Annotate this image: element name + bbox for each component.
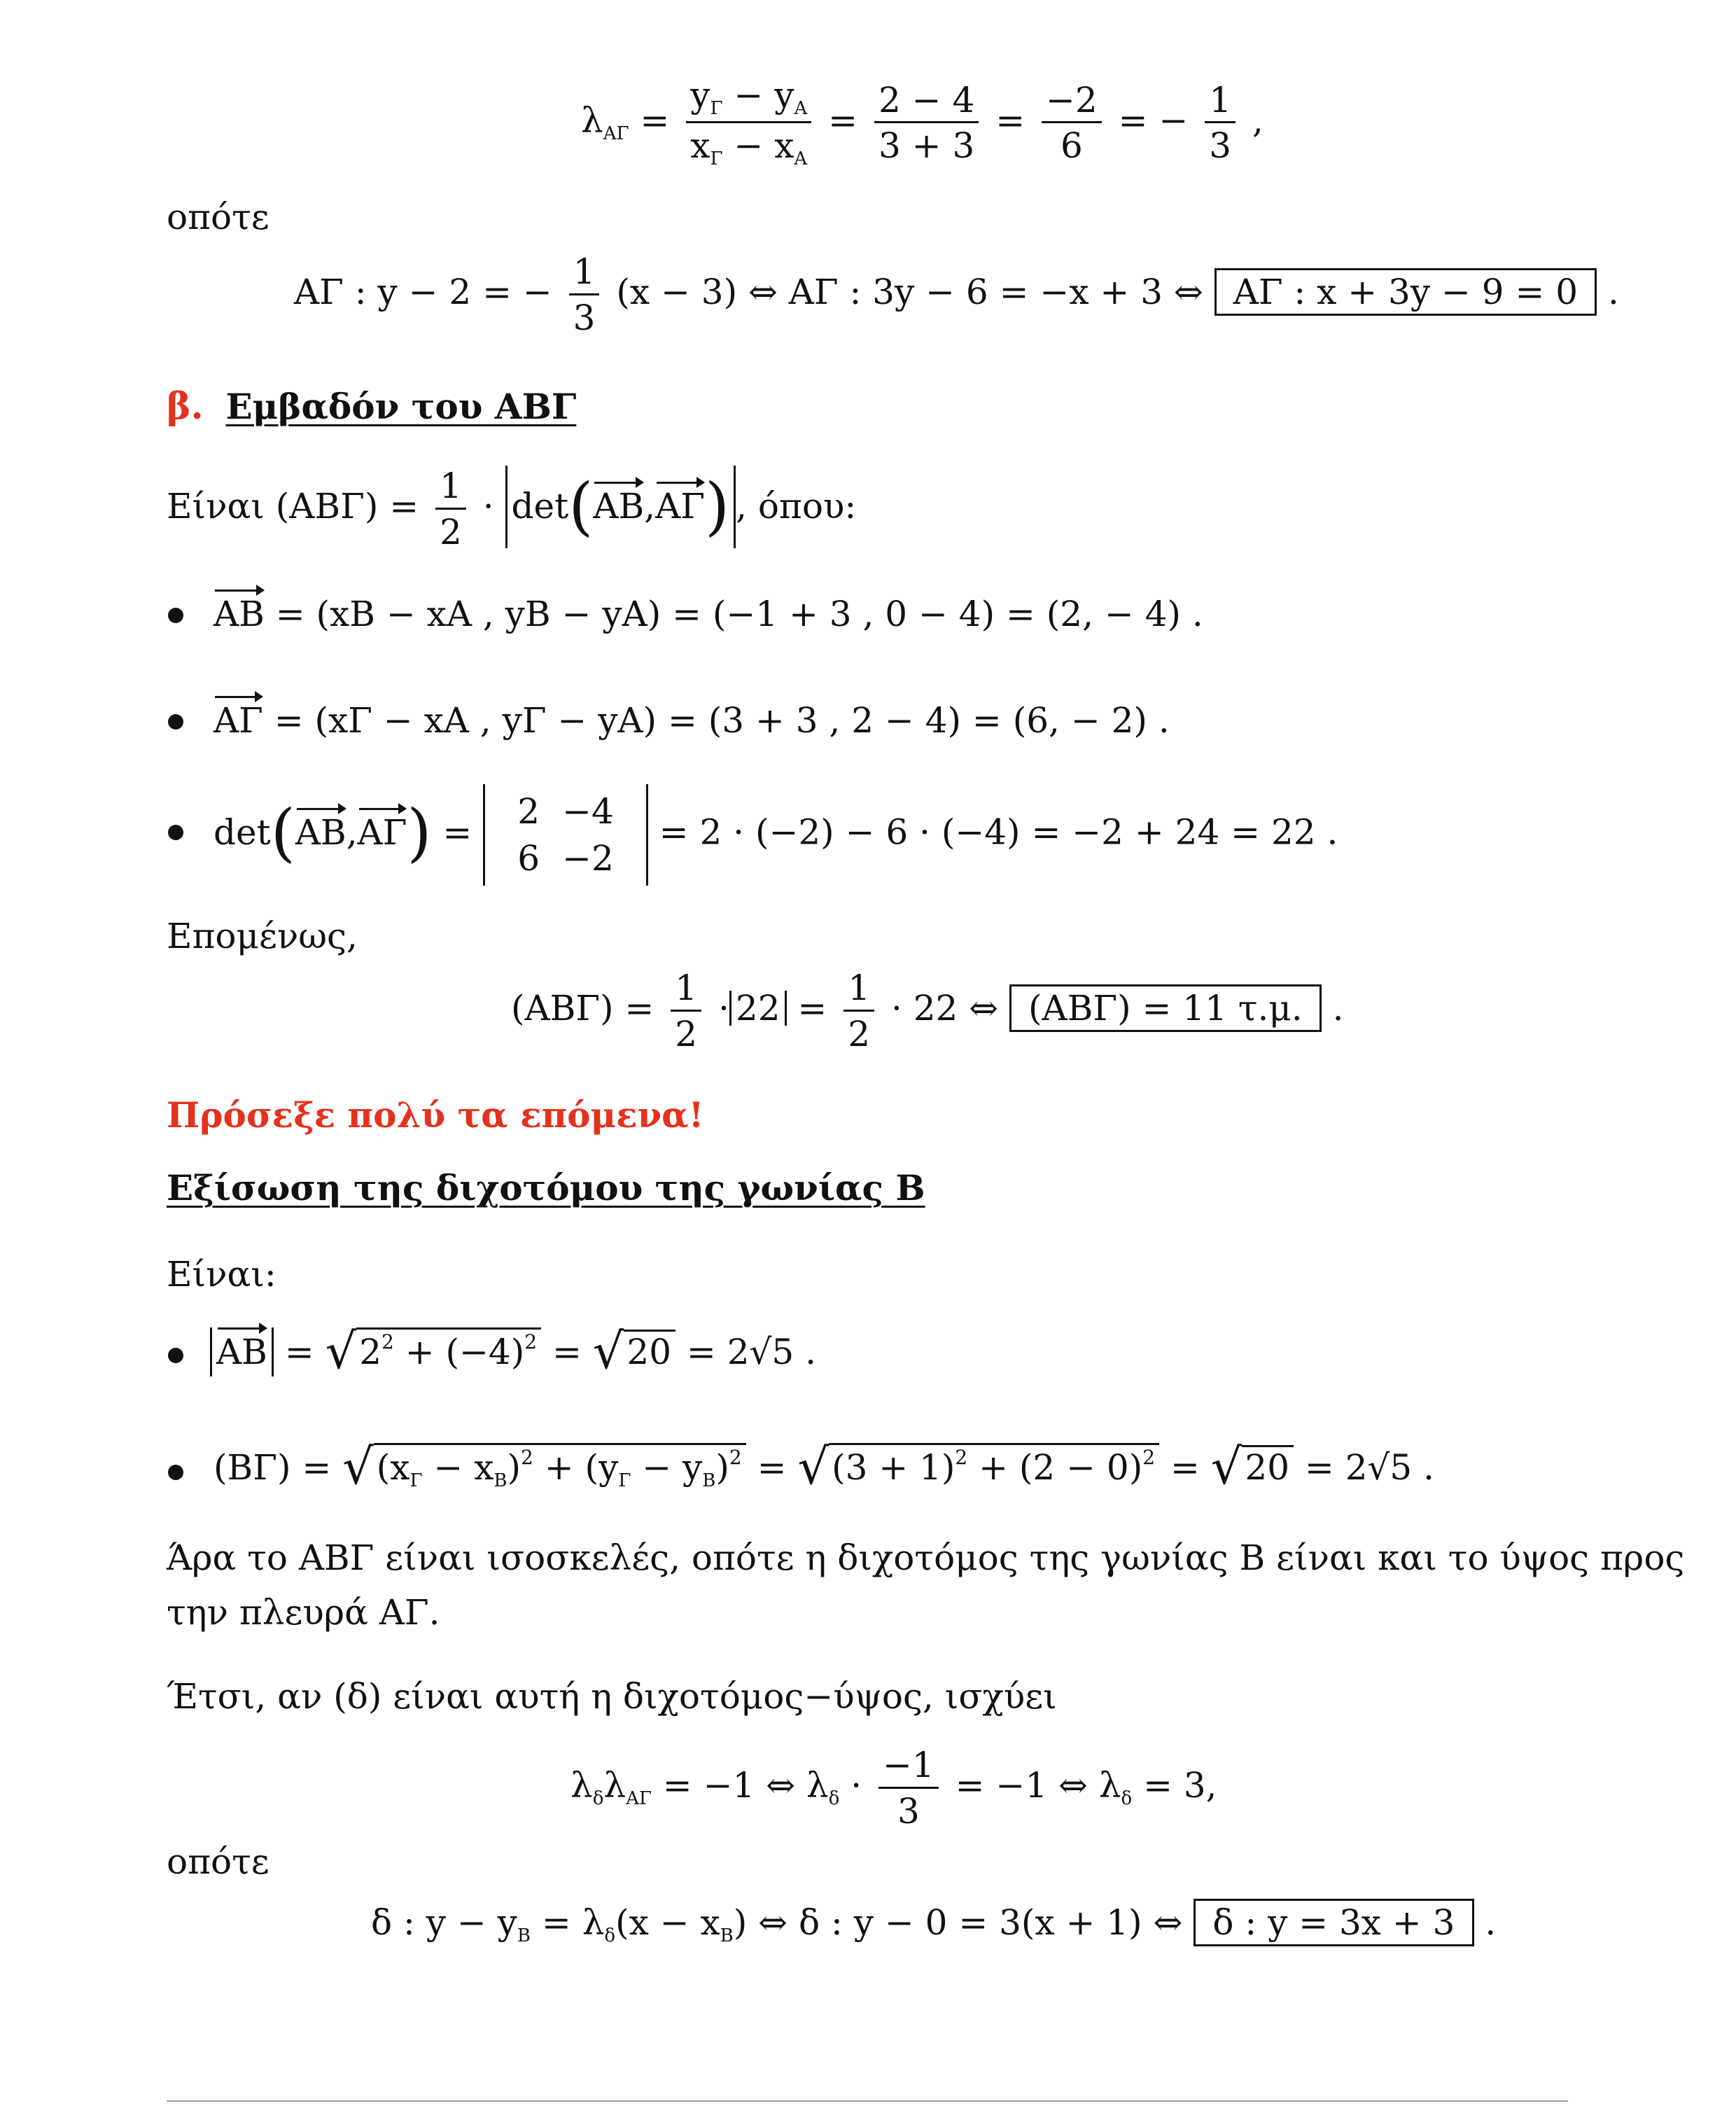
area-calculation: (ΑΒΓ) = $\frac{1}{2}$ · 22 = $\frac{1}{2}$ · 22 ⇔ (ΑΒΓ) = 11 τ.μ. . <box>511 968 1344 1054</box>
area-def-a: Είναι (ΑΒΓ) = <box>167 486 419 526</box>
ab-length-line: $AB = √2^2 + (-4)^2 = √20 = 2√5$ . <box>210 1327 816 1376</box>
bullet-3 <box>168 825 183 840</box>
slope-ag-n4: 1 <box>1205 82 1236 124</box>
bg-length-result: = 2√5 . <box>1304 1447 1434 1488</box>
text-opote-1: οπότε <box>167 197 270 237</box>
bg-length-line: $(B\Gamma) = √(x_\Gamma - x_B)^2 + (y_\Gamma - y_B)^2 = √(3 + 1)^2 + (2 - 0)^2 = √20 = 2√5$ . <box>214 1438 1434 1495</box>
bullet-5 <box>168 1465 183 1480</box>
slope-ag-n2: 2 − 4 <box>874 82 979 124</box>
ab-length-result: = 2√5 . <box>686 1332 816 1372</box>
bisector-equation: δ : $y - y_B = \lambda_\delta(x - x_B)$ ⇔ δ : y − 0 = 3(x + 1) ⇔ δ : y = 3x + 3 . <box>371 1899 1496 1946</box>
line-ag-equation: ΑΓ : y − 2 = − $\frac{1}{3}$ (x − 3) ⇔ ΑΓ : 3y − 6 = −x + 3 ⇔ ΑΓ : x + 3y − 9 = 0 . <box>294 251 1619 338</box>
conclusion-line-2: την πλευρά ΑΓ. <box>167 1592 440 1633</box>
ab-vector-line: ΑΒ = (xΒ − xΑ , yΒ − yΑ) = (−1 + 3 , 0 − 4) = (2, − 4) . <box>214 594 1203 634</box>
area-calc-a: (ΑΒΓ) = <box>511 988 654 1028</box>
line-ag-b: (x − 3) ⇔ ΑΓ : 3y − 6 = −x + 3 ⇔ <box>616 272 1203 312</box>
area-box: (ΑΒΓ) = 11 τ.μ. <box>1009 984 1322 1032</box>
beta-title: Εμβαδόν του ΑΒΓ <box>225 386 577 427</box>
text-opote-2: οπότε <box>167 1841 270 1882</box>
bisector-title: Εξίσωση της διχοτόμου της γωνίας Β <box>167 1167 925 1208</box>
area-def-b: όπου: <box>757 486 857 526</box>
beta-label: β. <box>167 385 204 428</box>
ag-vector: (xΓ − xΑ , yΓ − yΑ) = (3 + 3 , 2 − 4) = (6, − 2) . <box>314 700 1170 741</box>
slope-ag-d3: 6 <box>1060 125 1083 167</box>
slope-ag-d4: 3 <box>1209 125 1232 167</box>
perpendicular-slope: $\lambda_\delta\lambda_{A\Gamma} = -1$ ⇔ $\lambda_\delta$ · $\frac{-1}{3}$ = −1 ⇔ $\lambda_\delta = 3$, <box>570 1745 1217 1832</box>
bisector-box: δ : y = 3x + 3 <box>1194 1899 1474 1946</box>
det-cell-11: 2 <box>517 791 540 832</box>
determinant-line: det(ΑΒ,ΑΓ) = 2 −4 6 −2 = 2 · (−2) − 6 · (−4) = −2 + 24 = 22 . <box>214 784 1338 886</box>
footer-rule <box>167 2100 1568 2102</box>
det-cell-22: −2 <box>562 837 614 879</box>
slope-ag-d2: 3 + 3 <box>878 125 975 167</box>
determinant-matrix <box>483 784 648 886</box>
text-einai: Είναι: <box>167 1254 276 1295</box>
text-epomenos: Επομένως, <box>167 916 358 956</box>
bullet-1 <box>168 608 183 623</box>
area-calc-b: · 22 ⇔ <box>890 988 999 1028</box>
warning-text: Πρόσεξε πολύ τα επόμενα! <box>167 1094 704 1136</box>
text-etsi: Έτσι, αν (δ) είναι αυτή η διχοτόμος−ύψος, ισχύει <box>167 1676 1057 1717</box>
bullet-4 <box>168 1348 183 1363</box>
det-result: = 2 · (−2) − 6 · (−4) = −2 + 24 = 22 . <box>659 811 1338 853</box>
det-cell-12: −4 <box>562 791 614 832</box>
bullet-2 <box>168 714 183 730</box>
line-ag-a: ΑΓ : y − 2 = − <box>294 272 552 312</box>
conclusion-line-1: Άρα το ΑΒΓ είναι ισοσκελές, οπότε η διχοτόμος της γωνίας Β είναι και το ύψος προς <box>167 1537 1685 1578</box>
line-ag-box: ΑΓ : x + 3y − 9 = 0 <box>1214 268 1597 316</box>
ag-vector-line: ΑΓ = (xΓ − xΑ , yΓ − yΑ) = (3 + 3 , 2 − 4) = (6, − 2) . <box>214 700 1170 741</box>
area-definition: Είναι (ΑΒΓ) = $\frac{1}{2}$ · det(ΑΒ,ΑΓ) , όπου: <box>167 466 857 552</box>
slope-ag-equation: $\lambda_{A\Gamma}$ = $\frac{y_\Gamma - y_A}{x_\Gamma - x_A}$ = $\frac{2 - 4}{3 + 3}$ = $\frac{-2}{6}$ = − $\frac{1}{3}$ , <box>581 75 1264 170</box>
section-beta-heading <box>167 385 577 428</box>
det-cell-21: 6 <box>517 837 540 879</box>
slope-ag-n3: −2 <box>1042 82 1102 124</box>
ab-vector: (xΒ − xΑ , yΒ − yΑ) = (−1 + 3 , 0 − 4) = (2, − 4) . <box>316 594 1203 634</box>
